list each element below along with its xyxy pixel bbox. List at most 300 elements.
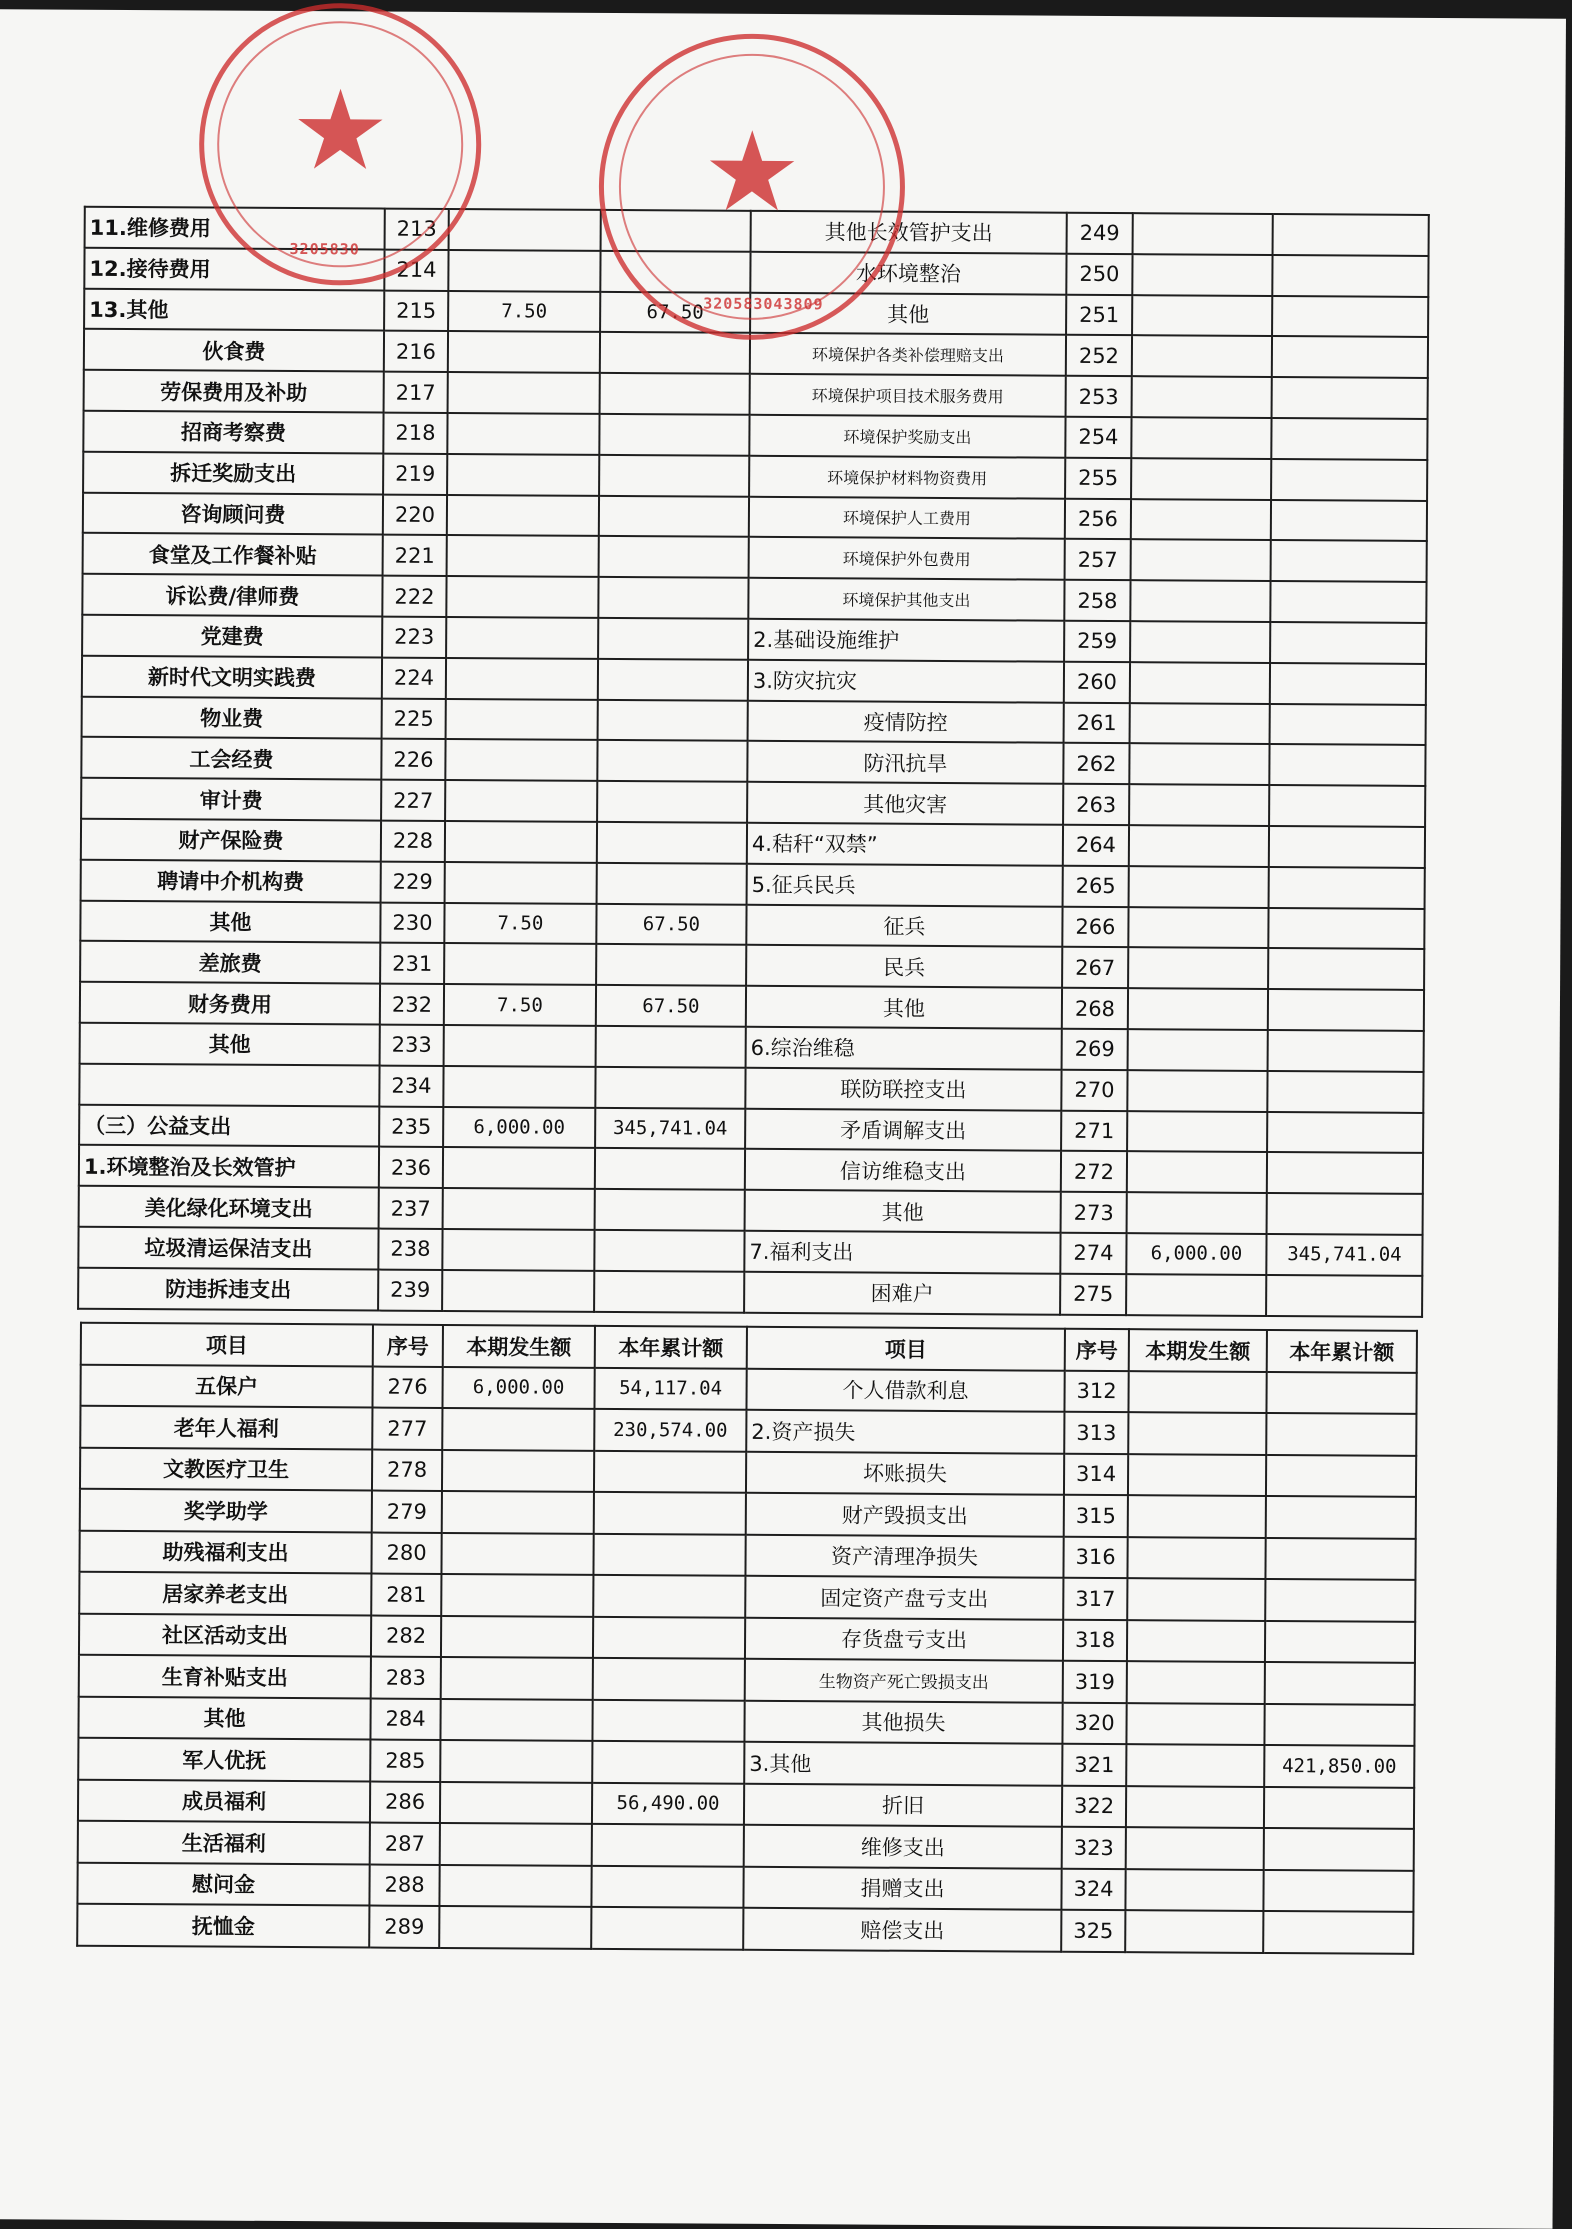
row-number: 236 xyxy=(379,1147,443,1188)
item-name: 五保户 xyxy=(80,1364,372,1407)
ytd-amount xyxy=(1267,1152,1423,1194)
current-amount xyxy=(1130,621,1270,663)
row-number: 282 xyxy=(371,1615,441,1657)
ytd-amount xyxy=(597,781,747,823)
item-name: 物业费 xyxy=(82,696,382,739)
ytd-amount xyxy=(598,659,748,701)
ytd-amount xyxy=(593,1616,745,1658)
current-amount xyxy=(446,617,598,659)
ytd-amount xyxy=(1271,500,1427,542)
ytd-amount xyxy=(1269,867,1425,909)
item-name: 1.环境整治及长效管护 xyxy=(79,1145,379,1188)
row-number: 317 xyxy=(1063,1578,1127,1620)
row-number: 257 xyxy=(1065,539,1131,580)
row-number: 260 xyxy=(1064,661,1130,702)
item-name: 存货盘亏支出 xyxy=(745,1617,1063,1660)
ytd-amount xyxy=(1264,1828,1414,1870)
item-name: 环境保护其他支出 xyxy=(748,578,1064,621)
ytd-amount xyxy=(594,1492,746,1534)
seal-code: 320583043809 xyxy=(703,294,824,314)
item-name: 差旅费 xyxy=(80,941,380,984)
row-number: 223 xyxy=(382,617,446,658)
header-item: 项目 xyxy=(81,1323,373,1366)
current-amount: 6,000.00 xyxy=(1126,1233,1266,1275)
row-number: 272 xyxy=(1061,1151,1127,1192)
ytd-amount xyxy=(594,1271,744,1313)
current-amount xyxy=(447,413,599,455)
ytd-amount xyxy=(1270,622,1426,664)
row-number: 215 xyxy=(384,290,448,331)
row-number: 318 xyxy=(1063,1619,1127,1661)
ytd-amount xyxy=(1270,581,1426,623)
row-number: 314 xyxy=(1064,1453,1128,1495)
ytd-amount xyxy=(594,1450,746,1492)
current-amount xyxy=(1127,1620,1265,1662)
row-number: 320 xyxy=(1062,1702,1126,1744)
item-name: 资产清理净损失 xyxy=(745,1534,1063,1577)
header-no: 序号 xyxy=(373,1325,443,1367)
ytd-amount xyxy=(591,1907,743,1949)
row-number: 249 xyxy=(1067,213,1133,254)
ytd-amount xyxy=(600,373,750,415)
ytd-amount xyxy=(596,944,746,986)
row-number: 274 xyxy=(1060,1233,1126,1274)
ytd-amount xyxy=(1266,1371,1416,1413)
header-current: 本期发生额 xyxy=(1129,1329,1267,1371)
ytd-amount xyxy=(592,1699,744,1741)
row-number: 285 xyxy=(370,1740,440,1782)
item-name: 其他 xyxy=(750,292,1066,335)
item-name: 民兵 xyxy=(746,945,1062,988)
current-amount xyxy=(1125,1869,1263,1911)
row-number: 271 xyxy=(1061,1110,1127,1151)
row-number: 324 xyxy=(1061,1868,1125,1910)
cooperative-seal-stamp xyxy=(198,2,482,286)
current-amount xyxy=(1133,213,1273,255)
current-amount xyxy=(1128,1029,1268,1071)
header-item: 项目 xyxy=(747,1327,1065,1370)
current-amount xyxy=(1127,1151,1267,1193)
item-name: 助残福利支出 xyxy=(79,1530,371,1573)
current-amount xyxy=(440,1740,592,1782)
row-number: 275 xyxy=(1060,1273,1126,1314)
row-number: 229 xyxy=(381,861,445,902)
header-current: 本期发生额 xyxy=(443,1325,595,1367)
current-amount xyxy=(446,699,598,741)
row-number: 263 xyxy=(1063,784,1129,825)
item-name: 新时代文明实践费 xyxy=(82,655,382,698)
current-amount xyxy=(445,739,597,781)
row-number: 221 xyxy=(383,535,447,576)
row-number: 312 xyxy=(1064,1370,1128,1412)
row-number: 281 xyxy=(371,1574,441,1616)
item-name: 垃圾清运保洁支出 xyxy=(78,1227,378,1270)
row-number: 269 xyxy=(1062,1029,1128,1070)
current-amount xyxy=(445,821,597,863)
ytd-amount xyxy=(1266,1275,1422,1317)
row-number: 216 xyxy=(384,331,448,372)
item-name: 环境保护各类补偿理赔支出 xyxy=(750,333,1066,376)
item-name: 财务费用 xyxy=(80,982,380,1025)
current-amount xyxy=(1125,1910,1263,1952)
current-amount xyxy=(1132,336,1272,378)
row-number: 267 xyxy=(1062,947,1128,988)
ytd-amount: 421,850.00 xyxy=(1264,1745,1414,1787)
item-name: 其他 xyxy=(745,1190,1061,1233)
ytd-amount xyxy=(1268,948,1424,990)
item-name: 个人借款利息 xyxy=(746,1368,1064,1411)
item-name: 抚恤金 xyxy=(77,1904,369,1947)
row-number: 255 xyxy=(1065,458,1131,499)
current-amount xyxy=(1129,825,1269,867)
ytd-amount xyxy=(593,1575,745,1617)
row-number: 213 xyxy=(385,209,449,250)
current-amount xyxy=(1130,580,1270,622)
item-name: 联防联控支出 xyxy=(745,1068,1061,1111)
row-number: 219 xyxy=(383,453,447,494)
current-amount xyxy=(1131,540,1271,582)
item-name: 防违拆违支出 xyxy=(78,1267,378,1310)
ytd-amount xyxy=(1269,744,1425,786)
ytd-amount xyxy=(599,414,749,456)
ytd-amount: 54,117.04 xyxy=(594,1367,746,1409)
current-amount xyxy=(1126,1744,1264,1786)
current-amount xyxy=(1131,417,1271,459)
item-name: 12.接待费用 xyxy=(84,248,384,291)
item-name: 诉讼费/律师费 xyxy=(82,574,382,617)
item-name: 6.综治维稳 xyxy=(746,1027,1062,1070)
row-number: 322 xyxy=(1062,1785,1126,1827)
current-amount xyxy=(442,1270,594,1312)
item-name: 4.秸秆“双禁” xyxy=(747,823,1063,866)
row-number: 217 xyxy=(384,372,448,413)
ytd-amount xyxy=(598,699,748,741)
ytd-amount xyxy=(591,1865,743,1907)
ytd-amount xyxy=(1272,336,1428,378)
ytd-amount xyxy=(1269,826,1425,868)
paper-sheet xyxy=(0,9,1566,2229)
ytd-amount xyxy=(1268,908,1424,950)
item-name: 劳保费用及补助 xyxy=(84,370,384,413)
current-amount xyxy=(440,1781,592,1823)
table-row xyxy=(78,1267,1422,1316)
expense-table-upper xyxy=(77,206,1430,1318)
row-number: 237 xyxy=(379,1188,443,1229)
current-amount xyxy=(1132,254,1272,296)
row-number: 289 xyxy=(369,1906,439,1948)
ytd-amount xyxy=(595,1067,745,1109)
current-amount xyxy=(1126,1827,1264,1869)
ytd-amount xyxy=(1272,296,1428,338)
item-name: 居家养老支出 xyxy=(79,1572,371,1615)
current-amount xyxy=(1132,376,1272,418)
row-number: 261 xyxy=(1064,702,1130,743)
row-number: 262 xyxy=(1063,743,1129,784)
current-amount: 7.50 xyxy=(444,902,596,944)
current-amount: 7.50 xyxy=(448,291,600,333)
ytd-amount xyxy=(1265,1620,1415,1662)
ytd-amount xyxy=(1266,1454,1416,1496)
row-number: 287 xyxy=(370,1823,440,1865)
row-number: 250 xyxy=(1066,254,1132,295)
item-name xyxy=(79,1063,379,1106)
ytd-amount xyxy=(597,863,747,905)
current-amount xyxy=(1132,295,1272,337)
ytd-amount xyxy=(593,1658,745,1700)
current-amount xyxy=(1127,1537,1265,1579)
row-number: 231 xyxy=(380,943,444,984)
ytd-amount xyxy=(1273,214,1429,256)
row-number: 252 xyxy=(1066,335,1132,376)
row-number: 224 xyxy=(382,657,446,698)
ytd-amount xyxy=(599,455,749,497)
item-name: 2.资产损失 xyxy=(746,1410,1064,1453)
current-amount xyxy=(439,1864,591,1906)
current-amount xyxy=(1128,1412,1266,1454)
row-number: 253 xyxy=(1066,376,1132,417)
current-amount xyxy=(1126,1786,1264,1828)
row-number: 268 xyxy=(1062,988,1128,1029)
ytd-amount xyxy=(596,1026,746,1068)
current-amount xyxy=(439,1906,591,1948)
item-name: 慰问金 xyxy=(77,1862,369,1905)
row-number: 319 xyxy=(1063,1661,1127,1703)
current-amount xyxy=(440,1823,592,1865)
row-number: 258 xyxy=(1064,580,1130,621)
current-amount xyxy=(1129,784,1269,826)
item-name: 13.其他 xyxy=(84,288,384,331)
ytd-amount xyxy=(1267,1071,1423,1113)
expense-table-lower xyxy=(76,1322,1418,1955)
row-number: 277 xyxy=(372,1408,442,1450)
item-name: 其他 xyxy=(80,900,380,943)
current-amount xyxy=(1128,1454,1266,1496)
row-number: 279 xyxy=(372,1491,442,1533)
ytd-amount: 230,574.00 xyxy=(594,1409,746,1451)
item-name: 其他 xyxy=(80,1023,380,1066)
ytd-amount xyxy=(1272,377,1428,419)
current-amount xyxy=(441,1574,593,1616)
ytd-amount xyxy=(595,1189,745,1231)
item-name: 赔偿支出 xyxy=(743,1908,1061,1951)
item-name: 党建费 xyxy=(82,615,382,658)
item-name: 美化绿化环境支出 xyxy=(79,1186,379,1229)
item-name: 其他灾害 xyxy=(747,782,1063,825)
item-name: 环境保护外包费用 xyxy=(749,537,1065,580)
row-number: 226 xyxy=(381,739,445,780)
item-name: 生物资产死亡毁损支出 xyxy=(745,1659,1063,1702)
item-name: 征兵 xyxy=(746,904,1062,947)
star-icon: ★ xyxy=(290,66,390,195)
item-name: 折旧 xyxy=(744,1783,1062,1826)
item-name: 维修支出 xyxy=(744,1825,1062,1868)
row-number: 228 xyxy=(381,821,445,862)
ytd-amount xyxy=(1264,1703,1414,1745)
current-amount: 6,000.00 xyxy=(443,1106,595,1148)
current-amount xyxy=(445,780,597,822)
row-number: 278 xyxy=(372,1449,442,1491)
item-name: 审计费 xyxy=(81,778,381,821)
table-row xyxy=(77,1904,1413,1954)
item-name: 2.基础设施维护 xyxy=(748,619,1064,662)
ytd-amount xyxy=(593,1533,745,1575)
item-name: 工会经费 xyxy=(81,737,381,780)
ytd-amount: 67.50 xyxy=(600,291,750,333)
current-amount xyxy=(1131,458,1271,500)
current-amount xyxy=(442,1408,594,1450)
row-number: 235 xyxy=(379,1106,443,1147)
row-number: 265 xyxy=(1063,865,1129,906)
item-name: 环境保护项目技术服务费用 xyxy=(750,374,1066,417)
item-name: 信访维稳支出 xyxy=(745,1149,1061,1192)
ytd-amount xyxy=(1267,1112,1423,1154)
item-name: 奖学助学 xyxy=(80,1489,372,1532)
ytd-amount xyxy=(1271,540,1427,582)
row-number: 286 xyxy=(370,1781,440,1823)
ytd-amount: 345,741.04 xyxy=(595,1107,745,1149)
current-amount xyxy=(444,1025,596,1067)
item-name: 社区活动支出 xyxy=(79,1613,371,1656)
row-number: 234 xyxy=(379,1065,443,1106)
current-amount xyxy=(445,862,597,904)
item-name: 军人优抚 xyxy=(78,1738,370,1781)
ytd-amount xyxy=(1270,663,1426,705)
ytd-amount xyxy=(1265,1662,1415,1704)
current-amount xyxy=(1131,499,1271,541)
item-name: 环境保护奖励支出 xyxy=(749,415,1065,458)
current-amount xyxy=(446,658,598,700)
current-amount xyxy=(1130,662,1270,704)
ytd-amount xyxy=(597,822,747,864)
header-ytd: 本年累计额 xyxy=(595,1326,747,1368)
row-number: 288 xyxy=(369,1864,439,1906)
row-number: 259 xyxy=(1064,621,1130,662)
item-name: 其他损失 xyxy=(744,1700,1062,1743)
current-amount xyxy=(1129,866,1269,908)
ytd-amount xyxy=(1265,1579,1415,1621)
row-number: 284 xyxy=(370,1698,440,1740)
current-amount xyxy=(1127,1192,1267,1234)
current-amount xyxy=(441,1657,593,1699)
current-amount xyxy=(1128,907,1268,949)
item-name: 3.其他 xyxy=(744,1742,1062,1785)
item-name: 矛盾调解支出 xyxy=(745,1108,1061,1151)
ytd-amount: 345,741.04 xyxy=(1266,1234,1422,1276)
current-amount xyxy=(1130,703,1270,745)
current-amount xyxy=(441,1615,593,1657)
row-number: 266 xyxy=(1062,906,1128,947)
ytd-amount xyxy=(592,1741,744,1783)
current-amount xyxy=(1127,1070,1267,1112)
item-name: 咨询顾问费 xyxy=(83,492,383,535)
item-name: 环境保护材料物资费用 xyxy=(749,456,1065,499)
header-ytd: 本年累计额 xyxy=(1267,1330,1417,1372)
current-amount: 6,000.00 xyxy=(442,1366,594,1408)
item-name: 财产毁损支出 xyxy=(746,1493,1064,1536)
item-name: 困难户 xyxy=(744,1272,1060,1315)
row-number: 222 xyxy=(382,576,446,617)
current-amount xyxy=(1128,1495,1266,1537)
ytd-amount xyxy=(1272,255,1428,297)
current-amount xyxy=(443,1188,595,1230)
row-number: 256 xyxy=(1065,498,1131,539)
ytd-amount: 67.50 xyxy=(596,985,746,1027)
item-name: 拆迁奖励支出 xyxy=(83,452,383,495)
supervision-seal-stamp xyxy=(598,33,906,341)
ytd-amount xyxy=(599,536,749,578)
current-amount xyxy=(447,535,599,577)
row-number: 220 xyxy=(383,494,447,535)
current-amount xyxy=(1129,743,1269,785)
row-number: 251 xyxy=(1066,294,1132,335)
row-number: 321 xyxy=(1062,1744,1126,1786)
current-amount xyxy=(442,1229,594,1271)
current-amount xyxy=(440,1698,592,1740)
current-amount xyxy=(442,1491,594,1533)
current-amount xyxy=(1126,1274,1266,1316)
current-amount xyxy=(1127,1661,1265,1703)
current-amount xyxy=(1128,988,1268,1030)
row-number: 264 xyxy=(1063,825,1129,866)
item-name: 坏账损失 xyxy=(746,1451,1064,1494)
row-number: 315 xyxy=(1064,1495,1128,1537)
item-name: 水环境整治 xyxy=(750,252,1066,295)
row-number: 230 xyxy=(380,902,444,943)
current-amount xyxy=(441,1532,593,1574)
item-name: 招商考察费 xyxy=(83,411,383,454)
row-number: 233 xyxy=(380,1024,444,1065)
ytd-amount xyxy=(1269,785,1425,827)
ytd-amount xyxy=(1265,1537,1415,1579)
ytd-amount: 67.50 xyxy=(596,903,746,945)
current-amount xyxy=(447,495,599,537)
item-name: 3.防灾抗灾 xyxy=(748,660,1064,703)
current-amount xyxy=(1126,1703,1264,1745)
ytd-amount xyxy=(600,332,750,374)
item-name: 7.福利支出 xyxy=(744,1231,1060,1274)
item-name: 固定资产盘亏支出 xyxy=(745,1576,1063,1619)
ytd-amount xyxy=(1263,1911,1413,1953)
current-amount xyxy=(1128,1371,1266,1413)
row-number: 316 xyxy=(1063,1536,1127,1578)
ytd-amount xyxy=(1267,1193,1423,1235)
ytd-amount: 56,490.00 xyxy=(592,1782,744,1824)
item-name: 环境保护人工费用 xyxy=(749,496,1065,539)
ytd-amount xyxy=(1271,459,1427,501)
current-amount xyxy=(1127,1111,1267,1153)
row-number: 238 xyxy=(378,1228,442,1269)
item-name: （三）公益支出 xyxy=(79,1104,379,1147)
ytd-amount xyxy=(594,1230,744,1272)
ytd-amount xyxy=(1268,1030,1424,1072)
item-name: 伙食费 xyxy=(84,329,384,372)
current-amount xyxy=(442,1449,594,1491)
current-amount xyxy=(446,576,598,618)
ytd-amount xyxy=(1270,704,1426,746)
ytd-amount xyxy=(592,1824,744,1866)
current-amount xyxy=(443,1147,595,1189)
row-number: 218 xyxy=(383,413,447,454)
item-name: 其他 xyxy=(746,986,1062,1029)
header-no: 序号 xyxy=(1065,1329,1129,1371)
ytd-amount xyxy=(1264,1786,1414,1828)
item-name: 文教医疗卫生 xyxy=(80,1447,372,1490)
item-name: 其他长效管护支出 xyxy=(751,211,1067,254)
current-amount xyxy=(447,454,599,496)
current-amount xyxy=(443,1066,595,1108)
row-number: 283 xyxy=(371,1657,441,1699)
item-name: 防汛抗旱 xyxy=(747,741,1063,784)
